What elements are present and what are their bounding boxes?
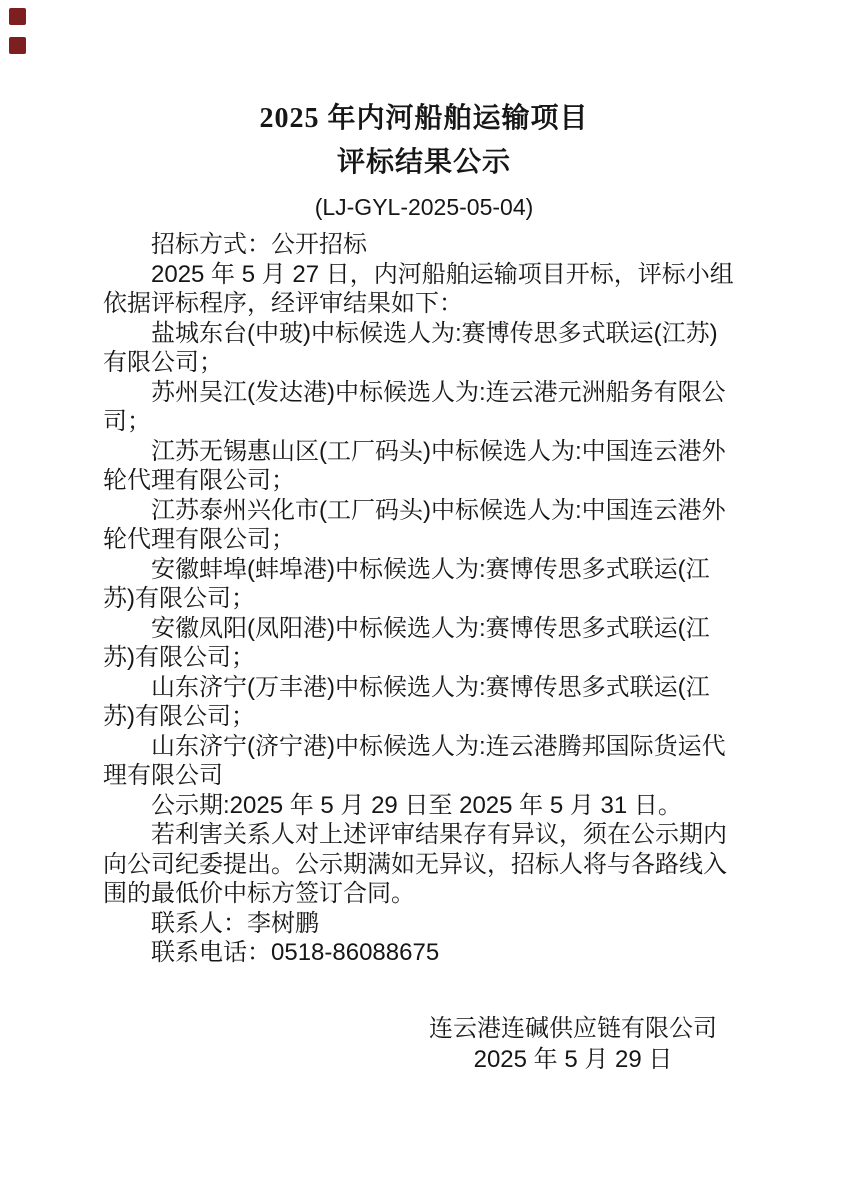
result-item-wuxi-huishan: 江苏无锡惠山区(工厂码头)中标候选人为:中国连云港外轮代理有限公司； xyxy=(103,437,726,494)
publicity-period-line: 公示期:2025 年 5 月 29 日至 2025 年 5 月 31 日。 xyxy=(151,791,682,819)
red-square-marker-bottom xyxy=(9,37,26,54)
result-item-anhui-fengyang: 安徽凤阳(凤阳港)中标候选人为:赛博传思多式联运(江苏)有限公司； xyxy=(103,614,710,671)
bid-opening-intro: 2025 年 5 月 27 日，内河船舶运输项目开标，评标小组依据评标程序，经评审结果如下： xyxy=(103,260,734,317)
result-item-taizhou-xinghua: 江苏泰州兴化市(工厂码头)中标候选人为:中国连云港外轮代理有限公司； xyxy=(103,496,726,553)
result-item-anhui-bengbu: 安徽蚌埠(蚌埠港)中标候选人为:赛博传思多式联运(江苏)有限公司； xyxy=(103,555,710,612)
bidding-method-line: 招标方式：公开招标 xyxy=(151,231,367,258)
result-item-jining-wanfeng: 山东济宁(万丰港)中标候选人为:赛博传思多式联运(江苏)有限公司； xyxy=(103,673,710,730)
reference-code: (LJ-GYL-2025-05-04) xyxy=(314,194,534,220)
contact-person-line: 联系人：李树鹏 xyxy=(151,909,319,937)
contact-phone-line: 联系电话：0518-86088675 xyxy=(151,939,440,966)
signature-date: 2025 年 5 月 29 日 xyxy=(473,1046,673,1073)
document-body xyxy=(103,230,735,968)
result-item-jining-jiningport: 山东济宁(济宁港)中标候选人为:连云港腾邦国际货运代理有限公司 xyxy=(103,732,726,789)
document-title-line1: 2025 年内河船舶运输项目 xyxy=(259,103,589,134)
signature-company: 连云港连碱供应链有限公司 xyxy=(429,1015,717,1042)
signature-block xyxy=(298,1013,848,1075)
result-item-yancheng-dongtai: 盐城东台(中玻)中标候选人为:赛博传思多式联运(江苏)有限公司； xyxy=(103,319,718,376)
document-title-line2: 评标结果公示 xyxy=(336,147,511,178)
result-item-suzhou-wujiang: 苏州吴江(发达港)中标候选人为:连云港元洲船务有限公司； xyxy=(103,378,726,435)
red-square-marker-top xyxy=(9,8,26,25)
objection-notice: 若利害关系人对上述评审结果存有异议，须在公示期内向公司纪委提出。公示期满如无异议，招标人将与各路线入围的最低价中标方签订合同。 xyxy=(103,821,727,907)
